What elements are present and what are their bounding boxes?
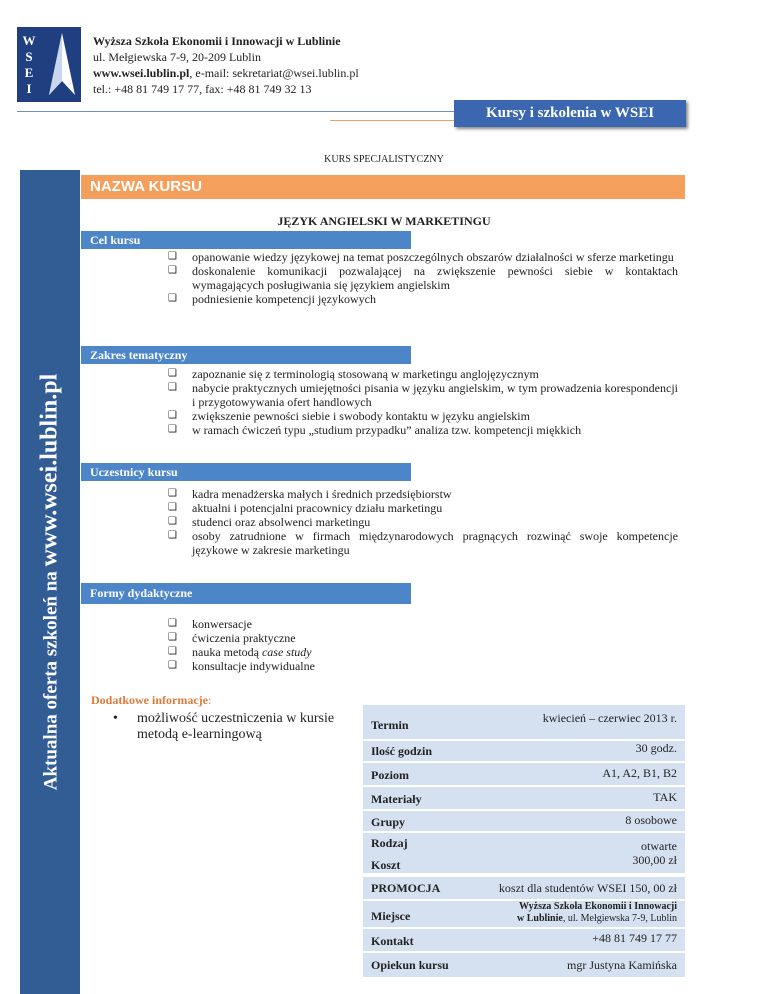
logo-letter-i: I [26,81,32,96]
info-row-miejsce: Miejsce Wyższa Szkoła Ekonomii i Innowacji w Lublinie, ul. Mełgiewska 7-9, Lublin [363,901,685,927]
list-item: ❑ zapoznanie się z terminologią stosowaną w marketingu anglojęzycznym [168,367,539,381]
dodatkowe-label: Dodatkowe informacje: [91,693,212,707]
info-row-godziny: Ilość godzin 30 godz. [363,741,685,761]
logo-letter-s: S [25,49,33,64]
list-item: ❑ nabycie praktycznych umiejętności pisania w języku angielskim, w tym prowadzenia korespondencji i przygotowywania ofert handlowych [168,381,678,409]
list-item: ❑ studenci oraz absolwenci marketingu [168,515,371,529]
course-title: JĘZYK ANGIELSKI W MARKETINGU [277,214,491,228]
school-web-email: www.wsei.lublin.pl, e-mail: sekretariat@wsei.lublin.pl [93,66,359,80]
banner-kursy: Kursy i szkolenia w WSEI [454,100,686,127]
checkbox-bullet-icon: ❑ [168,265,177,276]
checkbox-bullet-icon: ❑ [168,632,177,643]
section-zakres-header: Zakres tematyczny [81,346,411,364]
list-item: ❑ nauka metodą case study [168,645,312,659]
vertical-sidebar [20,170,80,994]
info-row-rodzaj-koszt: Rodzaj otwarte Koszt 300,00 zł [363,833,685,873]
section-uczestnicy-list [168,487,678,557]
checkbox-bullet-icon: ❑ [168,618,177,629]
dodatkowe-item: • możliwość uczestniczenia w kursie metodą e-learningową [113,711,335,742]
checkbox-bullet-icon: ❑ [168,646,177,657]
nazwa-kursu-bar: NAZWA KURSU [81,175,685,199]
list-item: ❑ zwiększenie pewności siebie i swobody kontaktu w języku angielskim [168,409,530,423]
info-row-grupy: Grupy 8 osobowe [363,811,685,831]
checkbox-bullet-icon: ❑ [168,530,177,541]
header-divider [17,111,457,112]
list-item: ❑ aktualni i potencjalni pracownicy działu marketingu [168,501,443,515]
logo-spire-icon [47,31,77,99]
info-row-promocja: PROMOCJA koszt dla studentów WSEI 150, 00 zł [363,877,685,899]
logo-letter-e: E [24,65,34,80]
list-item: ❑ opanowanie wiedzy językowej na temat poszczególnych obszarów działalności w sferze marketingu [168,250,674,264]
list-item: ❑ konwersacje [168,617,252,631]
school-logo [17,27,81,102]
checkbox-bullet-icon: ❑ [168,382,177,393]
info-row-poziom: Poziom A1, A2, B1, B2 [363,763,685,785]
checkbox-bullet-icon: ❑ [168,516,177,527]
section-cel-header: Cel kursu [81,231,411,249]
section-uczestnicy-header: Uczestnicy kursu [81,463,411,481]
section-formy-list [168,617,678,673]
list-item: ❑ w ramach ćwiczeń typu „studium przypadku” analiza tzw. kompetencji miękkich [168,423,582,437]
header-divider-accent [330,120,470,121]
checkbox-bullet-icon: ❑ [168,424,177,435]
checkbox-bullet-icon: ❑ [168,488,177,499]
logo-letters [21,33,37,97]
info-row-termin: Termin kwiecień – czerwiec 2013 r. [363,705,685,739]
checkbox-bullet-icon: ❑ [168,293,177,304]
list-item: ❑ konsultacje indywidualne [168,659,315,673]
section-cel-list [168,250,678,306]
checkbox-bullet-icon: ❑ [168,251,177,262]
sidebar-text: Aktualna oferta szkoleń na www.wsei.lublin.pl [36,373,63,791]
school-phone: tel.: +48 81 749 17 77, fax: +48 81 749 32 13 [93,82,312,96]
school-address: ul. Mełgiewska 7-9, 20-209 Lublin [93,50,261,64]
section-zakres-list [168,367,678,437]
course-type: KURS SPECJALISTYCZNY [324,154,444,165]
list-item: ❑ osoby zatrudnione w firmach międzynarodowych pragnących rozwinąć swoje kompetencje językowe w zakresie marketingu [168,529,678,557]
info-row-kontakt: Kontakt +48 81 749 17 77 [363,929,685,951]
list-item: ❑ ćwiczenia praktyczne [168,631,296,645]
list-item: ❑ doskonalenie komunikacji pozwalającej na zwiększenie pewności siebie w kontaktach wymagających posługiwania się językiem angielskim [168,264,678,292]
logo-letter-w: W [22,33,36,48]
checkbox-bullet-icon: ❑ [168,368,177,379]
checkbox-bullet-icon: ❑ [168,502,177,513]
info-row-materialy: Materiały TAK [363,787,685,809]
checkbox-bullet-icon: ❑ [168,410,177,421]
bullet-dot-icon: • [113,711,118,726]
list-item: ❑ podniesienie kompetencji językowych [168,292,376,306]
school-name: Wyższa Szkoła Ekonomii i Innowacji w Lublinie [93,34,341,48]
checkbox-bullet-icon: ❑ [168,660,177,671]
list-item: ❑ kadra menadżerska małych i średnich przedsiębiorstw [168,487,452,501]
school-web-link[interactable]: www.wsei.lublin.pl [93,66,190,80]
info-row-opiekun: Opiekun kursu mgr Justyna Kamińska [363,953,685,977]
section-formy-header: Formy dydaktyczne [81,583,411,604]
